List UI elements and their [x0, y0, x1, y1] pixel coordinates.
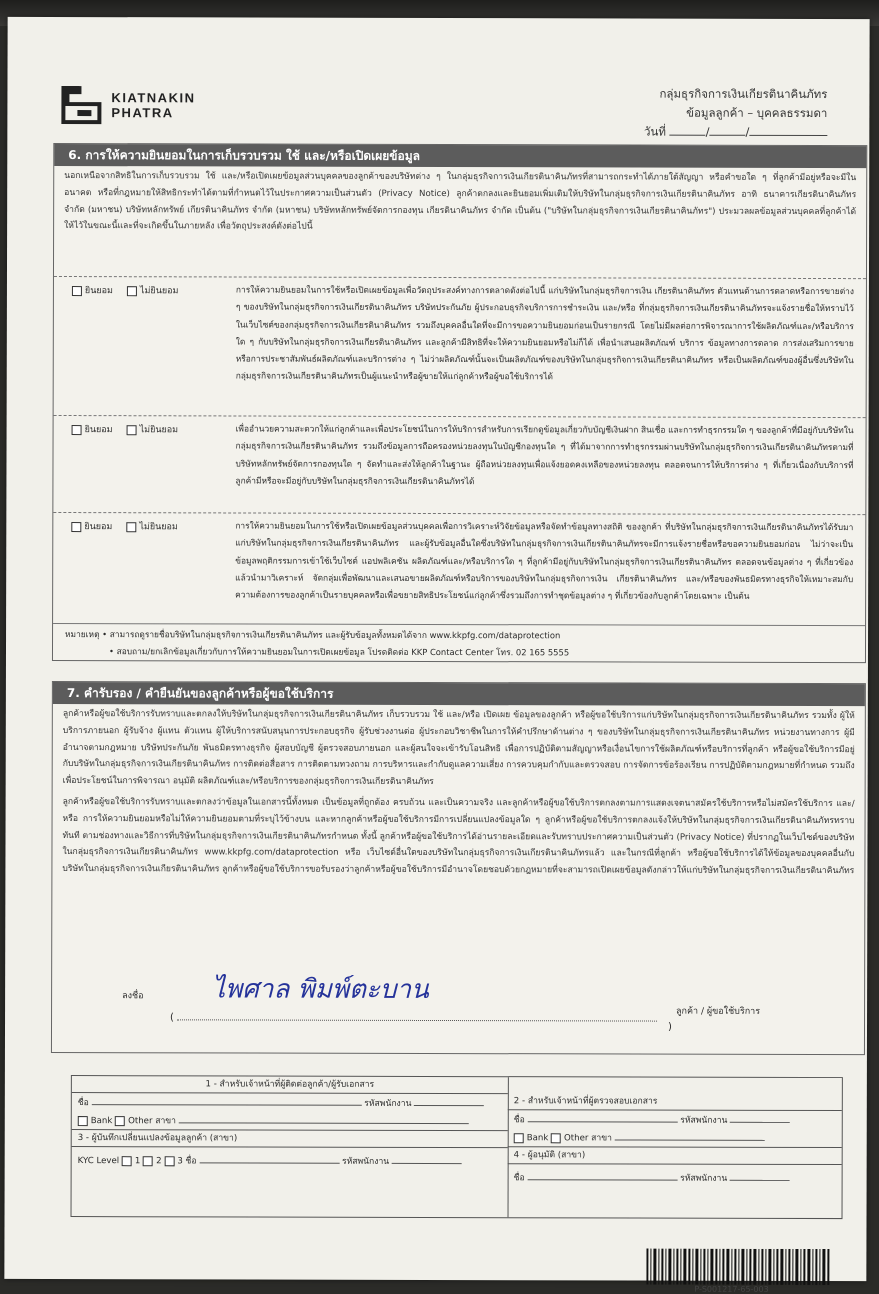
consent-row-1 — [54, 276, 866, 417]
staff-box-4-name[interactable]: ชื่อ รหัสพนักงาน — [508, 1163, 842, 1191]
section-7 — [51, 681, 866, 1055]
consent-1-text: การให้ความยินยอมในการใช้หรือเปิดเผยข้อมูลเพื่อวัตถุประสงค์ทางการตลาดดังต่อไปนี้ แก่บริษัทในกลุ่มธุรกิจการเงิน เกียรตินาคินภัทร ตัวแทนด้านการตลาดหรือการขายต่าง ๆ ของบริษัทในกลุ่มธุรกิจการเงินเกียรตินาคินภัทร บริษัทประกันภัย ผู้ประกอบธุรกิจบริการการชำระเงิน และ/หรือ ที่กลุ่มธุรกิจการเงินเกียรตินาคินภัทรจะแจ้งรายชื่อให้ทราบไว้ในเว็บไซต์ของกลุ่มธุรกิจการเงินเกียรตินาคินภัทร รวมถึงบุคคลอื่นใดที่จะมีการขอความยินยอมก่อนเป็นรายกรณี โดยไม่มีผลต่อการพิจารณาการใช้ผลิตภัณฑ์และ/หรือบริการใด ๆ กับบริษัทในกลุ่มธุรกิจการเงินเกียรตินาคินภัทร และลูกค้ามีสิทธิที่จะให้ความยินยอมหรือไม่ก็ได้ เพื่อนำเสนอผลิตภัณฑ์ บริการ ข้อมูลทางการตลาด การส่งเสริมการขาย หรือการประชาสัมพันธ์ผลิตภัณฑ์และบริการต่าง ๆ ไม่ว่าผลิตภัณฑ์นั้นจะเป็นผลิตภัณฑ์ของบริษัทในกลุ่มธุรกิจการเงินเกียรตินาคินภัทร หรือเป็นผลิตภัณฑ์ของผู้อื่นซึ่งบริษัทในกลุ่มธุรกิจการเงินเกียรตินาคินภัทรเป็นผู้แนะนำหรือผู้ขายให้แก่ลูกค้าหรือผู้ขอใช้บริการได้ — [235, 284, 854, 382]
header-info — [644, 85, 827, 142]
staff-box-4-title: 4 - ผู้อนุมัติ (สาขา) — [508, 1146, 842, 1164]
company-logo — [59, 84, 195, 126]
date-field[interactable]: วันที่ / / — [644, 123, 827, 142]
logo-line-1: KIATNAKIN — [111, 90, 196, 106]
close-paren: ) — [667, 1021, 672, 1033]
note-2: • สอบถาม/ยกเลิกข้อมูลเกี่ยวกับการให้ความยินยอมในการเปิดเผยข้อมูล โปรดติดต่อ KKP Contact Center โทร. 02 165 5555 — [108, 646, 570, 658]
document-page — [4, 17, 869, 1294]
staff-box-3-title: 3 - ผู้บันทึกเปลี่ยนแปลงข้อมูลลูกค้า (สาขา) — [72, 1129, 508, 1147]
staff-left — [72, 1076, 509, 1217]
consent-3-yes[interactable]: ยินยอม — [71, 519, 112, 533]
date-label: วันที่ — [644, 124, 666, 139]
section-6-notes — [53, 623, 865, 662]
handwritten-signature: ไพศาล พิมพ์ตะบาน — [212, 974, 429, 1005]
note-1: • สามารถดูรายชื่อบริษัทในกลุ่มธุรกิจการเงินเกียรตินาคินภัทร และผู้รับข้อมูลทั้งหมดได้จาก www.kkpfg.com/dataprotection — [102, 629, 561, 641]
section-6-title: 6. การให้ความยินยอมในการเก็บรวบรวม ใช้ และ/หรือเปิดเผยข้อมูล — [54, 144, 866, 168]
consent-2-text: เพื่ออำนวยความสะดวกให้แก่ลูกค้าและเพื่อประโยชน์ในการให้บริการสำหรับการเรียกดูข้อมูลเกี่ยวกับบัญชีเงินฝาก สินเชื่อ และการทำธุรกรรมใด ๆ ของลูกค้าที่มีอยู่กับบริษัทในกลุ่มธุรกิจการเงินเกียรตินาคินภัทร รวมถึงข้อมูลการถือครองหน่วยลงทุนในบัญชีกองทุนใด ๆ ที่ได้มาจากการทำธุรกรรมผ่านบริษัทในกลุ่มธุรกิจการเงินเกียรตินาคินภัทรตามที่บริษัทหลักทรัพย์จัดการกองทุนใด ๆ จัดทำและส่งให้ลูกค้าในฐานะ ผู้ถือหน่วยลงทุนเพื่อแจ้งยอดคงเหลือของหน่วยลงทุน ตลอดจนการให้บริการต่าง ๆ ที่เกี่ยวเนื่องกับบริการที่ลูกค้ามีหรือจะมีอยู่กับบริษัทในกลุ่มธุรกิจการเงินเกียรตินาคินภัทรได้ — [235, 423, 854, 486]
staff-box-1-title: 1 - สำหรับเจ้าหน้าที่ผู้ติดต่อลูกค้า/ผู้รับเอกสาร — [72, 1076, 508, 1094]
consent-3-no[interactable]: ไม่ยินยอม — [126, 519, 178, 533]
section-7-para-2: ลูกค้าหรือผู้ขอใช้บริการรับทราบและตกลงว่าข้อมูลในเอกสารนี้ทั้งหมด เป็นข้อมูลที่ถูกต้อง ครบถ้วน และเป็นความจริง และลูกค้าหรือผู้ขอใช้บริการตกลงตามการแสดงเจตนาสมัครใช้บริการหรือไม่สมัครใช้บริการ และ/หรือ การให้ความยินยอมหรือไม่ให้ความยินยอมตามที่ระบุไว้ข้างบน และหากลูกค้าหรือผู้ขอใช้บริการมีการเปลี่ยนแปลงข้อมูลใด ๆ ลูกค้าหรือผู้ขอใช้บริการตกลงแจ้งให้บริษัทในกลุ่มธุรกิจการเงินเกียรตินาคินภัทรทราบทันที ตามช่องทางและวิธีการที่บริษัทในกลุ่มธุรกิจการเงินเกียรตินาคินภัทรกำหนด ทั้งนี้ ลูกค้าหรือผู้ขอใช้บริการได้อ่านรายละเอียดและรับทราบประกาศความเป็นส่วนตัว (Privacy Notice) ที่ปรากฏในเว็บไซต์ของบริษัทในกลุ่มธุรกิจการเงินเกียรตินาคินภัทร www.kkpfg.com/dataprotection หรือ เว็บไซต์อื่นใดของบริษัทในกลุ่มธุรกิจการเงินเกียรตินาคินภัทรแล้ว และในกรณีที่ลูกค้า หรือผู้ขอใช้บริการได้ให้ข้อมูลของบุคคลอื่นกับบริษัทในกลุ่มธุรกิจการเงินเกียรตินาคินภัทร ลูกค้าหรือผู้ขอใช้บริการขอรับรองว่าลูกค้าหรือผู้ขอใช้บริการมีอำนาจโดยชอบด้วยกฎหมายที่จะสามารถเปิดเผยข้อมูลดังกล่าวให้แก่บริษัทในกลุ่มธุรกิจการเงินเกียรตินาคินภัทร — [62, 797, 855, 877]
document-code: P-S001217-65-003 — [694, 1284, 769, 1294]
kkp-logo-icon — [59, 84, 103, 126]
consent-row-2 — [53, 415, 865, 514]
staff-section — [71, 1075, 843, 1219]
signer-role: ลูกค้า / ผู้ขอใช้บริการ — [676, 1006, 761, 1017]
section-6-intro: นอกเหนือจากสิทธิในการเก็บรวบรวม ใช้ และ/หรือเปิดเผยข้อมูลส่วนบุคคลของลูกค้าของบริษัทต่าง ๆ ในกลุ่มธุรกิจการเงินเกียรตินาคินภัทรที่สามารถกระทำได้ภายใต้สัญญา หรือคำขอใด ๆ ที่ลูกค้ามีอยู่หรือจะมีในอนาคต หรือที่กฎหมายให้สิทธิกระทำได้ตามที่กำหนดไว้ในประกาศความเป็นส่วนตัว (Privacy Notice) ลูกค้าตกลงและยินยอมเพิ่มเติมให้บริษัทในกลุ่มธุรกิจการเงินเกียรตินาคินภัทร อาทิ ธนาคารเกียรตินาคินภัทร จำกัด (มหาชน) บริษัทหลักทรัพย์ เกียรตินาคินภัทร จำกัด (มหาชน) บริษัทหลักทรัพย์จัดการกองทุน เกียรตินาคินภัทร จำกัด เป็นต้น ("บริษัทในกลุ่มธุรกิจการเงินเกียรตินาคินภัทร") ประมวลผลข้อมูลส่วนบุคคลที่ลูกค้าได้ให้ไว้ในขณะนี้และที่จะเกิดขึ้นในภายหลัง เพื่อวัตถุประสงค์ดังต่อไปนี้ — [64, 171, 857, 233]
section-7-para-1: ลูกค้าหรือผู้ขอใช้บริการรับทราบและตกลงให้บริษัทในกลุ่มธุรกิจการเงินเกียรตินาคินภัทร เก็บรวบรวม ใช้ และ/หรือ เปิดเผย ข้อมูลของลูกค้า หรือผู้ขอใช้บริการแก่บริษัทในกลุ่มธุรกิจการเงินเกียรตินาคินภัทร รวมทั้ง ผู้ให้บริการภายนอก ผู้รับจ้าง ผู้แทน ตัวแทน ผู้ให้บริการสนับสนุนการประกอบธุรกิจ ผู้รับช่วงงานต่อ ผู้ประกอบวิชาชีพในการให้คำปรึกษาด้านต่าง ๆ ของบริษัทในกลุ่มธุรกิจการเงินเกียรตินาคินภัทร หน่วยงานทางการ ผู้มีอำนาจตามกฎหมาย บริษัทประกันภัย พันธมิตรทางธุรกิจ ผู้สอบบัญชี ผู้ตรวจสอบภายนอก และผู้สนใจจะเข้ารับโอนสิทธิ เพื่อการปฏิบัติตามสัญญาหรือเงื่อนไขการใช้ผลิตภัณฑ์หรือบริการที่ลูกค้า หรือผู้ขอใช้บริการมีอยู่กับบริษัทในกลุ่มธุรกิจการเงินเกียรตินาคินภัทร การติดต่อสื่อสาร การติดตามทวงถาม การบริหารและกำกับดูแลความเสี่ยง การควบคุมกำกับและตรวจสอบ การจัดการข้อร้องเรียน การปฏิบัติตามกฎหมายที่กำหนด รวมถึงเพื่อประโยชน์ในการพิจารณา อนุมัติ ผลิตภัณฑ์และ/หรือบริการของกลุ่มธุรกิจการเงินเกียรตินาคินภัทร — [62, 709, 855, 788]
consent-2-yes[interactable]: ยินยอม — [72, 422, 113, 436]
note-label: หมายเหตุ — [65, 629, 100, 640]
consent-3-text: การให้ความยินยอมในการใช้หรือเปิดเผยข้อมูลส่วนบุคคลเพื่อการวิเคราะห์วิจัยข้อมูลหรือจัดทำข้อมูลทางสถิติ ของลูกค้า ที่บริษัทในกลุ่มธุรกิจการเงินเกียรตินาคินภัทรได้รับมา แก่บริษัทในกลุ่มธุรกิจการเงินเกียรตินาคินภัทร และผู้รับข้อมูลอื่นใดซึ่งบริษัทในกลุ่มธุรกิจการเงินเกียรตินาคินภัทรจะมีการแจ้งรายชื่อหรือขอความยินยอมก่อน ไม่ว่าจะเป็นข้อมูลพฤติกรรมการเข้าใช้เว็บไซต์ แอปพลิเคชัน ผลิตภัณฑ์และ/หรือบริการใด ๆ ที่ลูกค้ามีอยู่กับบริษัทในกลุ่มธุรกิจการเงินเกียรตินาคินภัทร ตลอดจนข้อมูลต่าง ๆ ที่เกี่ยวข้องแล้วนำมาวิเคราะห์ จัดกลุ่มเพื่อพัฒนาและเสนอขายผลิตภัณฑ์หรือบริการของบริษัทในกลุ่มธุรกิจการเงิน เกียรตินาคินภัทร และ/หรือของพันธมิตรทางธุรกิจให้เหมาะสมกับความต้องการของลูกค้าเป็นรายบุคคลหรือเพื่อขยายสิทธิประโยชน์แก่ลูกค้าซึ่งรวมถึงการทำชุดข้อมูลต่าง ๆ ที่เกี่ยวข้องกับลูกค้าโดยเฉพาะ เป็นต้น — [235, 520, 854, 602]
staff-box-1-branch[interactable]: Bank Other สาขา — [72, 1111, 508, 1130]
staff-box-2-name[interactable]: ชื่อ รหัสพนักงาน — [508, 1110, 842, 1129]
sign-label: ลงชื่อ — [122, 991, 144, 1002]
form-subtitle: ข้อมูลลูกค้า – บุคคลธรรมดา — [686, 105, 828, 121]
staff-right — [508, 1077, 842, 1218]
printed-name-field[interactable]: ( — [170, 1012, 657, 1024]
logo-line-2: PHATRA — [111, 105, 174, 121]
consent-1-no[interactable]: ไม่ยินยอม — [127, 283, 179, 297]
consent-1-yes[interactable]: ยินยอม — [72, 283, 113, 297]
staff-box-2-title: 2 - สำหรับเจ้าหน้าที่ผู้ตรวจสอบเอกสาร — [508, 1093, 842, 1111]
section-6 — [52, 143, 867, 663]
staff-box-3-kyc[interactable]: KYC Level 1 2 3 ชื่อ รหัสพนักงาน — [72, 1146, 508, 1174]
consent-row-3 — [53, 512, 865, 625]
staff-box-2-branch[interactable]: Bank Other สาขา — [508, 1128, 842, 1147]
group-name: กลุ่มธุรกิจการเงินเกียรตินาคินภัทร — [659, 86, 828, 102]
consent-2-no[interactable]: ไม่ยินยอม — [127, 422, 179, 436]
staff-box-1-name[interactable]: ชื่อ รหัสพนักงาน — [72, 1093, 508, 1112]
section-7-title: 7. คำรับรอง / คำยืนยันของลูกค้าหรือผู้ขอใช้บริการ — [53, 682, 865, 706]
